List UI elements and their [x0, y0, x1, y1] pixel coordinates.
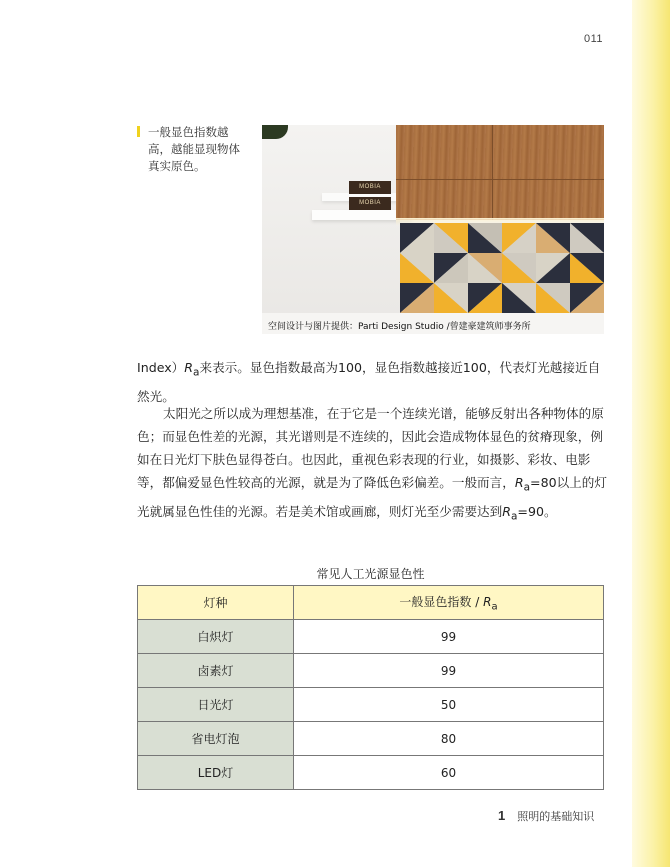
- symbol-sub: a: [523, 481, 531, 494]
- page-number: 011: [584, 33, 604, 45]
- lamp-name: LED灯: [138, 756, 294, 790]
- table-row: [138, 688, 604, 722]
- cri-value: 99: [294, 654, 604, 688]
- symbol-sub: a: [491, 601, 498, 613]
- photo-box-label: MOBIA: [349, 197, 391, 210]
- paragraph-2: [137, 402, 607, 528]
- cri-value: 99: [294, 620, 604, 654]
- header-lamp-type: 灯种: [138, 586, 294, 620]
- symbol-sub: a: [193, 366, 200, 379]
- table-row: [138, 756, 604, 790]
- photo-cabinet-seam: [396, 179, 604, 180]
- table-row: [138, 620, 604, 654]
- text-span: =90。: [517, 503, 557, 519]
- interior-photo: [262, 125, 604, 334]
- paragraph-1: [137, 356, 607, 408]
- photo-geometric-tiles: [400, 223, 604, 313]
- header-cri: [294, 586, 604, 620]
- table-row: [138, 722, 604, 756]
- cri-value: 50: [294, 688, 604, 722]
- text-span: 太阳光之所以成为理想基准，在于它是一个连续光谱，能够反射出各种物体的原色；而显色性差的光源，其光谱则是不连续的，因此会造成物体显色的贫瘠现象，例如在日光灯下肤色显得苍白。也因此，重视色彩表现的行业，如摄影、彩妆、电影等，都偏爱显色性较高的光源，就是为了降低色彩偏差。一般而言，: [137, 406, 604, 490]
- cri-value: 60: [294, 756, 604, 790]
- table-row: [138, 654, 604, 688]
- text-span: =80以上的灯光就属显色性佳的光源。若是美术馆或画廊，则灯光至少需要达到: [137, 475, 607, 519]
- lamp-name: 日光灯: [138, 688, 294, 722]
- photo-credit: 空间设计与图片提供：Parti Design Studio /曾建豪建筑师事务所: [268, 322, 531, 332]
- photo-wood-cabinet: [396, 125, 604, 220]
- lamp-name: 省电灯泡: [138, 722, 294, 756]
- photo-wall: [262, 125, 402, 334]
- lamp-name: 白炽灯: [138, 620, 294, 654]
- running-footer: [498, 808, 594, 824]
- symbol-r: R: [514, 475, 524, 490]
- header-text: 一般显色指数 /: [399, 594, 484, 609]
- symbol-r: R: [502, 503, 511, 519]
- text-span: Index）: [137, 360, 185, 375]
- symbol-sub: a: [510, 510, 518, 523]
- chapter-number: 1: [498, 808, 506, 823]
- chapter-title: 照明的基础知识: [517, 810, 595, 823]
- page-edge-tab: [632, 0, 670, 867]
- photo-cabinet-seam: [492, 125, 493, 220]
- photo-box-label: MOBIA: [349, 181, 391, 194]
- lamp-name: 卤素灯: [138, 654, 294, 688]
- caption-marker: [137, 126, 140, 137]
- cri-value: 80: [294, 722, 604, 756]
- color-rendering-table: [137, 585, 604, 790]
- side-caption: 一般显色指数越高，越能显现物体真实原色。: [148, 125, 240, 173]
- table-title: 常见人工光源显色性: [316, 567, 425, 581]
- table-header-row: [138, 586, 604, 620]
- symbol-r: R: [483, 594, 492, 609]
- text-span: 来表示。显色指数最高为100，显色指数越接近100，代表灯光越接近自然光。: [137, 360, 601, 404]
- symbol-r: R: [184, 360, 194, 375]
